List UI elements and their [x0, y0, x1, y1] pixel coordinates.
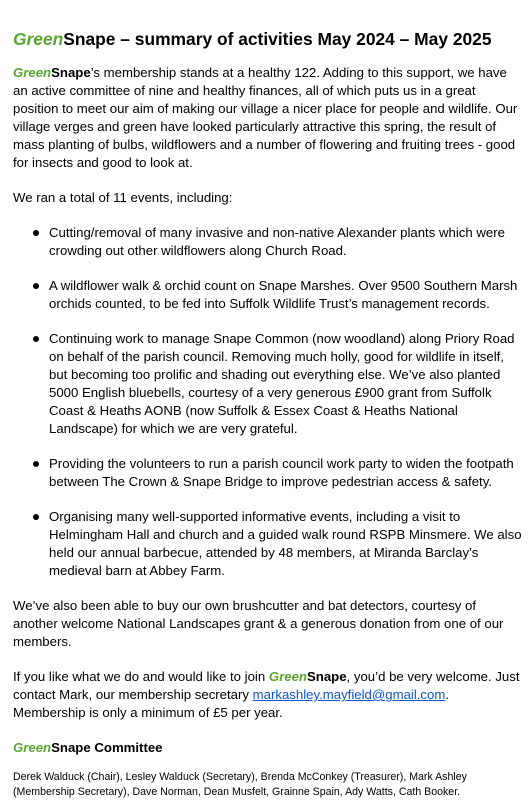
bullet-icon — [33, 514, 39, 520]
intro-text: ’s membership stands at a healthy 122. Adding to this support, we have an active committee of nine and healthy finances, all of which puts us in a great position to meet our aim of making our village a nicer place for people and wildlife. Our village verges and green have looked particularly attractive this spring, the result of mass planting of bulbs, wildflowers and a number of flowering and fruiting trees - good for insects and good to look at. — [13, 65, 518, 170]
bullet-icon — [33, 230, 39, 236]
brand-snape: Snape — [51, 65, 91, 80]
list-item — [13, 330, 523, 438]
brand-snape: Snape — [51, 740, 91, 755]
join-end: . Membership is only a minimum of £5 per year. — [13, 687, 450, 720]
committee-heading — [13, 739, 523, 757]
list-item — [13, 508, 523, 580]
title-suffix: – summary of activities May 2024 – May 2025 — [115, 29, 492, 49]
event-text: Providing the volunteers to run a parish council work party to widen the footpath between The Crown & Snape Bridge to improve pedestrian access & safety. — [49, 456, 514, 489]
email-link[interactable]: markashley.mayfield@gmail.com — [252, 687, 446, 702]
list-item — [13, 277, 523, 313]
committee-heading-suffix: Committee — [90, 740, 163, 755]
event-text: A wildflower walk & orchid count on Snape Marshes. Over 9500 Southern Marsh orchids counted, to be fed into Suffolk Wildlife Trust’s management records. — [49, 278, 518, 311]
equipment-paragraph: We’ve also been able to buy our own brushcutter and bat detectors, courtesy of another welcome National Landscapes grant & a generous donation from one of our members. — [13, 598, 504, 649]
brand-green: Green — [13, 65, 52, 80]
bullet-icon — [33, 283, 39, 289]
brand-green: Green — [13, 29, 64, 49]
document-page — [13, 28, 523, 800]
brand-green: Green — [13, 740, 52, 755]
bullet-icon — [33, 461, 39, 467]
event-text: Cutting/removal of many invasive and non-native Alexander plants which were crowding out other wildflowers along Church Road. — [49, 225, 505, 258]
brand-snape: Snape — [63, 29, 116, 49]
event-text: Organising many well-supported informative events, including a visit to Helmingham Hall and church and a guided walk round RSPB Minsmere. We also held our annual barbecue, attended by 48 members, at Miranda Barclay’s medieval barn at Abbey Farm. — [49, 509, 522, 578]
list-item — [13, 224, 523, 260]
join-after: , you’d be very welcome. Just contact Mark, our membership secretary — [13, 669, 520, 702]
event-text: Continuing work to manage Snape Common (now woodland) along Priory Road on behalf of the parish council. Removing much holly, good for wildlife in itself, but becoming too prolific and shading out everything else. We’ve also planted 5000 English bluebells, courtesy of a very generous £900 grant from Suffolk Coast & Heaths AONB (now Suffolk & Essex Coast & Heaths National Landscape) for which we are very grateful. — [49, 331, 515, 436]
events-list — [13, 224, 523, 580]
join-paragraph — [13, 668, 523, 722]
brand-green: Green — [268, 669, 307, 684]
events-intro: We ran a total of 11 events, including: — [13, 190, 233, 205]
bullet-icon — [33, 336, 39, 342]
join-before: If you like what we do and would like to join — [13, 669, 269, 684]
intro-paragraph — [13, 64, 523, 172]
committee-members: Derek Walduck (Chair), Lesley Walduck (Secretary), Brenda McConkey (Treasurer), Mark Ashley (Membership Secretary), Dave Norman, Dean Musfelt, Grainne Spain, Ady Watts, Cath Booker. — [13, 771, 467, 798]
brand-snape: Snape — [306, 669, 347, 684]
list-item — [13, 455, 523, 491]
page-title — [13, 28, 523, 50]
